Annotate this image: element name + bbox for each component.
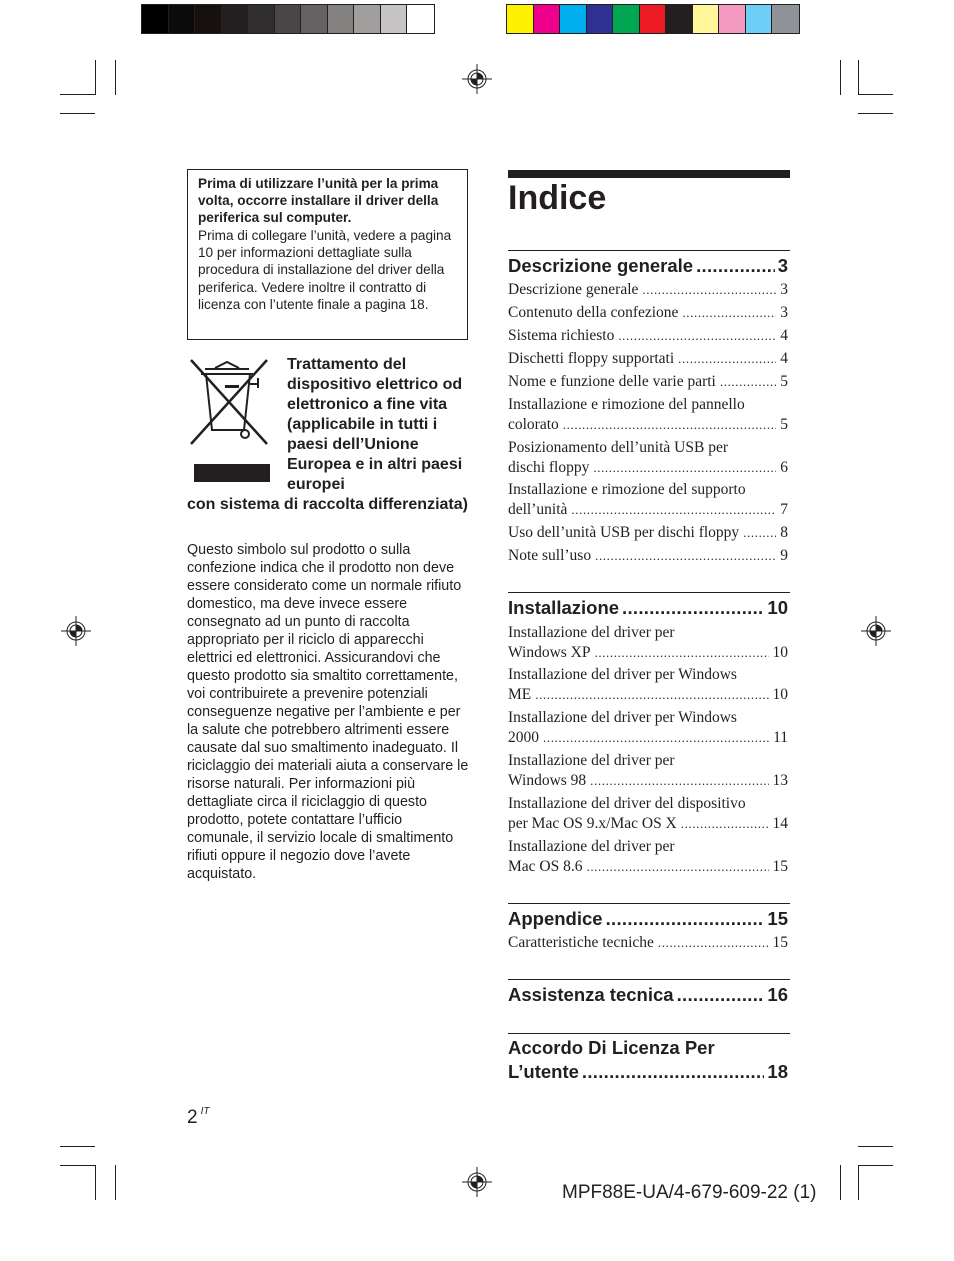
process-color-bar xyxy=(506,4,800,34)
crop-mark xyxy=(858,1165,893,1166)
toc-entry-page: 7 xyxy=(780,501,788,518)
toc-entry-page: 11 xyxy=(773,729,788,746)
section-rule xyxy=(508,592,790,593)
toc-entry-title: Windows XP xyxy=(508,644,591,661)
toc-entry-page: 14 xyxy=(772,815,788,832)
toc-entry-page: 10 xyxy=(772,686,788,703)
color-swatch xyxy=(613,5,640,33)
toc-entry-title: Dischetti floppy supportati xyxy=(508,350,675,367)
color-swatch xyxy=(666,5,693,33)
document-code: MPF88E-UA/4-679-609-22 (1) xyxy=(562,1182,817,1203)
dot-leader xyxy=(594,643,768,663)
dot-leader xyxy=(681,814,769,834)
toc-section-title: Appendice xyxy=(508,908,603,929)
color-swatch xyxy=(407,5,434,33)
crop-mark xyxy=(95,60,96,95)
toc-entry[interactable] xyxy=(508,326,788,346)
section-rule xyxy=(508,979,790,980)
color-swatch xyxy=(719,5,746,33)
dot-leader xyxy=(606,907,765,931)
section-rule xyxy=(508,1033,790,1034)
toc-entry[interactable] xyxy=(508,372,788,392)
toc-entry-title-line1: Posizionamento dell’unità USB per xyxy=(508,439,728,456)
toc-section-heading[interactable] xyxy=(508,983,788,1007)
page-language: IT xyxy=(200,1106,210,1117)
dot-leader xyxy=(677,983,765,1007)
driver-notice-box xyxy=(187,169,468,340)
toc-entry[interactable] xyxy=(508,665,788,705)
crop-mark xyxy=(858,94,893,95)
crop-mark xyxy=(60,1146,95,1147)
crop-mark xyxy=(60,1165,95,1166)
toc-entry[interactable] xyxy=(508,794,788,834)
color-swatch xyxy=(534,5,561,33)
dot-leader xyxy=(586,857,768,877)
toc-entry-title-line1: Installazione e rimozione del pannello xyxy=(508,396,745,413)
dot-leader xyxy=(535,685,768,705)
toc-entry[interactable] xyxy=(508,303,788,323)
color-swatch xyxy=(560,5,587,33)
dot-leader xyxy=(595,546,776,566)
crop-mark xyxy=(60,94,95,95)
color-swatch xyxy=(640,5,667,33)
toc-section-title: L’utente xyxy=(508,1061,579,1082)
toc-entry-page: 13 xyxy=(772,772,788,789)
toc-entry-page: 10 xyxy=(772,644,788,661)
color-swatch xyxy=(301,5,328,33)
toc-entry-title-line1: Installazione del driver per xyxy=(508,624,675,641)
section-rule xyxy=(508,250,790,251)
crop-mark xyxy=(840,60,841,95)
color-swatch xyxy=(772,5,799,33)
toc-entry-page: 6 xyxy=(780,459,788,476)
dot-leader xyxy=(678,349,776,369)
crop-mark xyxy=(858,1165,859,1200)
crop-mark xyxy=(840,1165,841,1200)
toc-entry-page: 3 xyxy=(780,304,788,321)
toc-entry[interactable] xyxy=(508,280,788,300)
toc-section-page: 18 xyxy=(767,1061,788,1082)
toc-section-heading[interactable] xyxy=(508,596,788,620)
page-number-value: 2 xyxy=(187,1107,198,1128)
notice-bold-text: Prima di utilizzare l’unità per la prima volta, occorre installare il driver della periferica sul computer. xyxy=(198,176,439,225)
color-swatch xyxy=(746,5,773,33)
color-swatch xyxy=(328,5,355,33)
crop-mark xyxy=(858,1146,893,1147)
toc-section-title: Descrizione generale xyxy=(508,255,694,276)
toc-entry[interactable] xyxy=(508,623,788,663)
toc-entry-title: Nome e funzione delle varie parti xyxy=(508,373,716,390)
crop-mark xyxy=(858,60,859,95)
dot-leader xyxy=(571,500,776,520)
color-swatch xyxy=(195,5,222,33)
toc-entry[interactable] xyxy=(508,523,788,543)
toc-entry-title: ME xyxy=(508,686,532,703)
toc-entry[interactable] xyxy=(508,480,788,520)
color-swatch xyxy=(587,5,614,33)
color-swatch xyxy=(169,5,196,33)
toc-section-title-line1: Accordo Di Licenza Per xyxy=(508,1037,715,1058)
color-swatch xyxy=(142,5,169,33)
color-swatch xyxy=(381,5,408,33)
color-swatch xyxy=(248,5,275,33)
crop-mark xyxy=(115,60,116,95)
dot-leader xyxy=(593,458,776,478)
toc-entry-title-line1: Installazione del driver per Windows xyxy=(508,709,737,726)
dot-leader xyxy=(543,728,769,748)
toc-entry-title: Mac OS 8.6 xyxy=(508,858,583,875)
notice-body-text: Prima di collegare l’unità, vedere a pagina 10 per informazioni dettagliate sulla procedura di installazione del driver della periferica. Vedere inoltre il contratto di licenza con l’utente finale a pagina 18. xyxy=(198,228,452,312)
grayscale-color-bar xyxy=(141,4,435,34)
toc-entry[interactable] xyxy=(508,546,788,566)
toc-entry-title: colorato xyxy=(508,416,559,433)
toc-entry-title: Uso dell’unità USB per dischi floppy xyxy=(508,524,740,541)
crop-mark xyxy=(115,1165,116,1200)
toc-entry-page: 4 xyxy=(780,350,788,367)
crop-mark xyxy=(858,113,893,114)
page-number xyxy=(187,1106,209,1129)
toc-entry-page: 15 xyxy=(772,858,788,875)
toc-entry[interactable] xyxy=(508,438,788,478)
toc-entry-title: Contenuto della confezione xyxy=(508,304,679,321)
toc-section-title: Assistenza tecnica xyxy=(508,984,674,1005)
toc-section-page: 16 xyxy=(767,984,788,1005)
toc-entry-title-line1: Installazione del driver per Windows xyxy=(508,666,737,683)
toc-entry-title: Note sull’uso xyxy=(508,547,592,564)
color-swatch xyxy=(354,5,381,33)
toc-section-heading[interactable] xyxy=(508,907,788,931)
toc-entry[interactable] xyxy=(508,708,788,748)
weee-body-text: Questo simbolo sul prodotto o sulla confezione indica che il prodotto non deve essere considerato come un normale rifiuto domestico, ma deve invece essere consegnato ad un punto di raccolta appropriato per il riciclo di apparecchi elettrici ed elettronici. Assicurandovi che questo prodotto sia smaltito correttamente, voi contribuirete a prevenire potenziali conseguenze negative per l’ambiente e per la salute che potrebbero altrimenti essere causate dal suo smaltimento inadeguato. Il riciclaggio dei materiali aiuta a conservare le risorse naturali. Per informazioni più dettagliate circa il riciclaggio di questo prodotto, potete contattare l’ufficio comunale, il servizio locale di smaltimento rifiuti oppure il negozio dove l’avete acquistato. xyxy=(187,542,469,882)
toc-entry-title: 2000 xyxy=(508,729,539,746)
crossed-out-wheelie-bin-icon xyxy=(187,356,271,486)
dot-leader xyxy=(563,415,776,435)
toc-section-page: 10 xyxy=(767,597,788,618)
toc-entry[interactable] xyxy=(508,395,788,435)
toc-section-heading[interactable] xyxy=(508,254,788,278)
dot-leader xyxy=(590,771,768,791)
toc-entry[interactable] xyxy=(508,349,788,369)
dot-leader xyxy=(582,1060,765,1084)
color-swatch xyxy=(222,5,249,33)
crop-mark xyxy=(60,113,95,114)
toc-entry-title: dischi floppy xyxy=(508,459,590,476)
dot-leader xyxy=(743,523,776,543)
registration-mark-icon xyxy=(61,616,91,646)
color-swatch xyxy=(507,5,534,33)
dot-leader xyxy=(696,254,775,278)
toc-entry[interactable] xyxy=(508,933,788,953)
registration-mark-icon xyxy=(462,1167,492,1197)
dot-leader xyxy=(658,933,769,953)
toc-entry-title-line1: Installazione del driver per xyxy=(508,752,675,769)
toc-entry-page: 9 xyxy=(780,547,788,564)
toc-entry-title: Sistema richiesto xyxy=(508,327,615,344)
toc-section-heading[interactable] xyxy=(508,1036,788,1084)
dot-leader xyxy=(720,372,776,392)
dot-leader xyxy=(642,280,776,300)
dot-leader xyxy=(618,326,776,346)
toc-entry-title-line1: Installazione del driver del dispositivo xyxy=(508,795,746,812)
registration-mark-icon xyxy=(462,64,492,94)
color-swatch xyxy=(275,5,302,33)
toc-entry-title: Windows 98 xyxy=(508,772,587,789)
toc-section-page: 15 xyxy=(767,908,788,929)
section-rule xyxy=(508,903,790,904)
toc-entry-title: dell’unità xyxy=(508,501,568,518)
dot-leader xyxy=(682,303,776,323)
toc-entry-title-line1: Installazione e rimozione del supporto xyxy=(508,481,746,498)
registration-mark-icon xyxy=(861,616,891,646)
toc-entry-page: 3 xyxy=(780,281,788,298)
toc-entry-page: 15 xyxy=(772,934,788,951)
toc-entry-title: per Mac OS 9.x/Mac OS X xyxy=(508,815,677,832)
page-title: Indice xyxy=(508,179,607,217)
dot-leader xyxy=(622,596,764,620)
toc-entry-page: 4 xyxy=(780,327,788,344)
toc-entry[interactable] xyxy=(508,751,788,791)
toc-section-title: Installazione xyxy=(508,597,620,618)
crop-mark xyxy=(95,1165,96,1200)
toc-entry-page: 5 xyxy=(780,373,788,390)
weee-title: Trattamento del dispositivo elettrico od elettronico a fine vita (applicabile in tutti i paesi dell’Unione Europea e in altri paesi europei xyxy=(287,356,463,493)
toc-entry-title: Caratteristiche tecniche xyxy=(508,934,654,951)
toc-entry-title: Descrizione generale xyxy=(508,281,639,298)
toc-entry[interactable] xyxy=(508,837,788,877)
toc-entry-page: 8 xyxy=(780,524,788,541)
toc-entry-page: 5 xyxy=(780,416,788,433)
toc-entry-title-line1: Installazione del driver per xyxy=(508,838,675,855)
color-swatch xyxy=(693,5,720,33)
weee-title-continued: con sistema di raccolta differenziata) xyxy=(187,496,468,513)
toc-section-page: 3 xyxy=(777,255,788,276)
